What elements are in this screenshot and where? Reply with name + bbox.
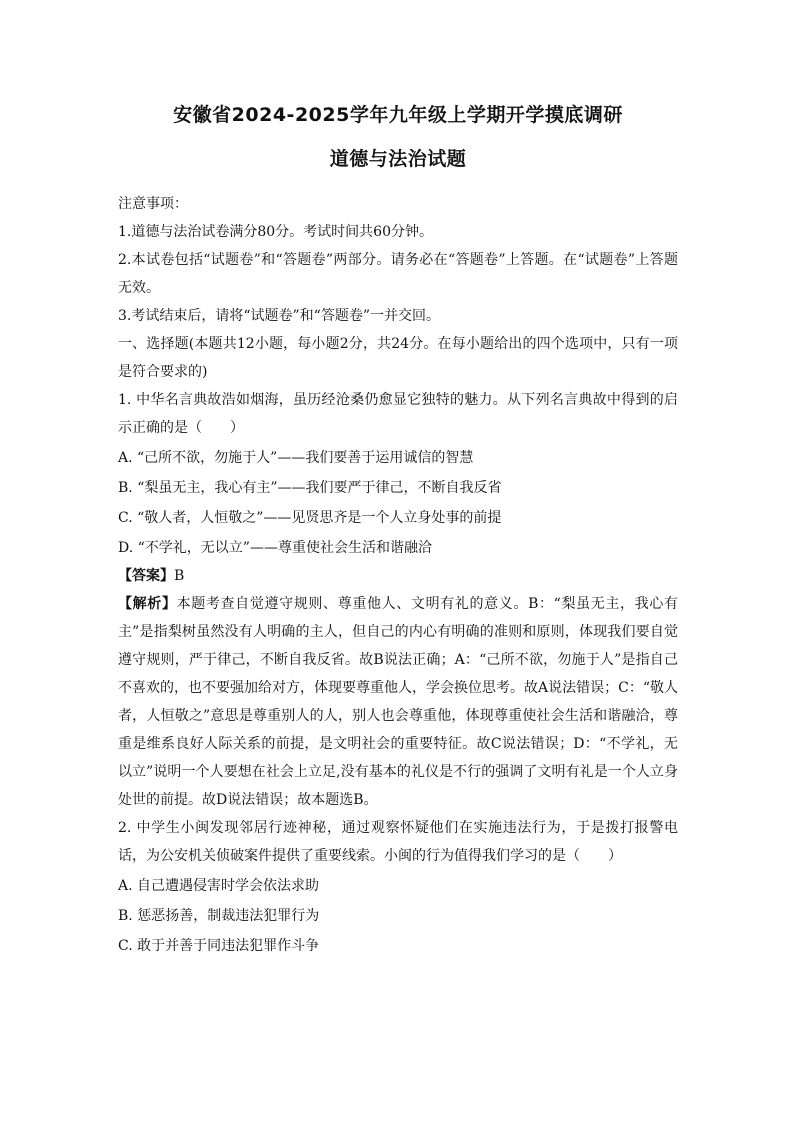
notice-heading: 注意事项：: [118, 196, 188, 212]
exam-title: 安徽省2024-2025学年九年级上学期开学摸底调研: [173, 104, 623, 126]
document-content: [118, 100, 678, 960]
analysis-label: 【解析】: [118, 596, 177, 612]
option-c: C. “敬人者，人恒敬之”——见贤思齐是一个人立身处事的前提: [118, 510, 502, 526]
question-stem: 1. 中华名言典故浩如烟海，虽历经沧桑仍愈显它独特的魅力。从下列名言典故中得到的启示正确的是（ ）: [118, 392, 678, 436]
question-1: [118, 386, 678, 814]
answer-line: [118, 562, 678, 590]
notice-item: 1.道德与法治试卷满分80分。考试时间共60分钟。: [118, 224, 433, 240]
option-a: A. 自己遭遇侵害时学会依法求助: [118, 878, 320, 894]
option-b: B. 惩恶扬善，制裁违法犯罪行为: [118, 908, 320, 924]
analysis-paragraph: [118, 590, 678, 814]
notice-item: 2.本试卷包括“试题卷”和“答题卷”两部分。请务必在“答题卷”上答题。在“试题卷”上答题无效。: [118, 252, 678, 296]
section-heading: 一、选择题(本题共12小题，每小题2分，共24分。在每小题给出的四个选项中，只有一项是符合要求的): [118, 336, 678, 380]
answer-label: 【答案】: [118, 568, 174, 584]
option-d: D. “不学礼，无以立”——尊重使社会生活和谐融洽: [118, 540, 432, 556]
exam-subtitle: 道德与法治试题: [329, 148, 467, 170]
question-stem: 2. 中学生小闽发现邻居行迹神秘，通过观察怀疑他们在实施违法行为，于是拨打报警电话，为公安机关侦破案件提供了重要线索。小闽的行为值得我们学习的是（ ）: [118, 820, 678, 864]
option-b: B. “梨虽无主，我心有主”——我们要严于律己，不断自我反省: [118, 480, 502, 496]
option-c: C. 敢于并善于同违法犯罪作斗争: [118, 938, 320, 954]
analysis-text: 本题考查自觉遵守规则、尊重他人、文明有礼的意义。B：“梨虽无主，我心有主”是指梨树虽然没有人明确的主人，但自己的内心有明确的准则和原则，体现我们要自觉遵守规则，严于律己，不断自我反省。故B说法正确；A：“己所不欲，勿施于人”是指自己不喜欢的，也不要强加给对方，体现要尊重他人，学会换位思考。故A说法错误；C：“敬人者，人恒敬之”意思是尊重别人的人，别人也会尊重他，体现尊重使社会生活和谐融洽，尊重是维系良好人际关系的前提，是文明社会的重要特征。故C说法错误；D：“不学礼，无以立”说明一个人要想在社会上立足,没有基本的礼仪是不行的强调了文明有礼是一个人立身处世的前提。故D说法错误；故本题选B。: [118, 596, 679, 808]
question-2: [118, 814, 678, 960]
notice-item: 3.考试结束后，请将“试题卷”和“答题卷”一并交回。: [118, 308, 440, 324]
option-a: A. “己所不欲，勿施于人”——我们要善于运用诚信的智慧: [118, 450, 474, 466]
answer-value: B: [174, 568, 185, 584]
